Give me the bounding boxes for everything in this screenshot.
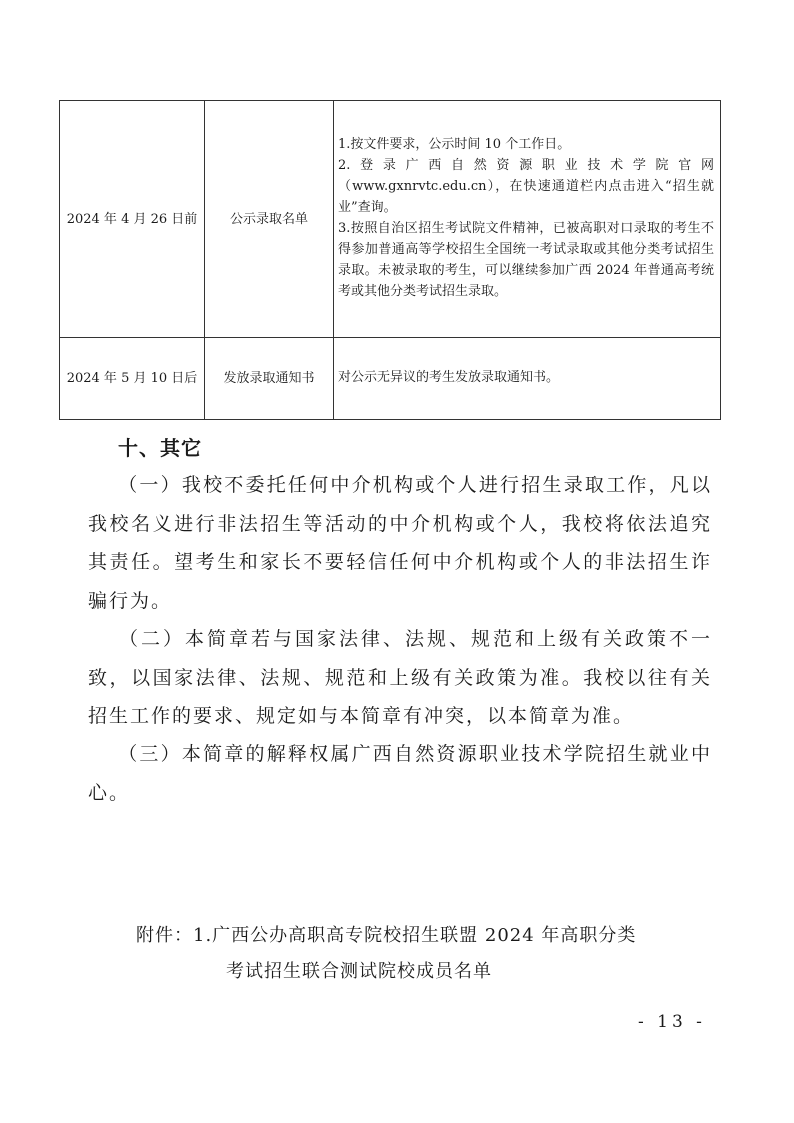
row-date: 2024 年 5 月 10 日后 <box>60 338 205 420</box>
row-item: 公示录取名单 <box>205 101 334 338</box>
paragraph-text: （三）本简章的解释权属广西自然资源职业技术学院招生就业中心。 <box>88 743 712 804</box>
table-row <box>60 338 721 420</box>
table-row <box>60 101 721 338</box>
description-line: 2.登录广西自然资源职业技术学院官网（www.gxnrvtc.edu.cn），在快速通道栏内点击进入“招生就业”查询。 <box>338 158 714 215</box>
paragraph-text: （一）我校不委托任何中介机构或个人进行招生录取工作，凡以我校名义进行非法招生等活动的中介机构或个人，我校将依法追究其责任。望考生和家长不要轻信任何中介机构或个人的非法招生诈骗行为。 <box>88 474 712 612</box>
admission-schedule-table <box>59 100 721 420</box>
paragraph <box>88 620 712 736</box>
attachment-line: 附件：1.广西公办高职高专院校招生联盟 2024 年高职分类 <box>136 925 637 946</box>
section-heading: 十、其它 <box>118 436 202 460</box>
row-item: 发放录取通知书 <box>205 338 334 420</box>
row-description <box>334 338 721 420</box>
attachment-line: 考试招生联合测试院校成员名单 <box>226 961 492 982</box>
paragraph <box>88 466 712 620</box>
page-number: - 13 - <box>638 1012 706 1032</box>
description-line: 1.按文件要求，公示时间 10 个工作日。 <box>338 137 571 152</box>
description-line: 3.按照自治区招生考试院文件精神，已被高职对口录取的考生不得参加普通高等学校招生全国统一考试录取或其他分类考试招生录取。未被录取的考生，可以继续参加广西 2024 年普通高考统考或其他分类考试招生录取。 <box>338 221 714 299</box>
row-date: 2024 年 4 月 26 日前 <box>60 101 205 338</box>
attachment-note <box>136 918 636 990</box>
paragraph <box>88 735 712 812</box>
description-line: 对公示无异议的考生发放录取通知书。 <box>338 370 560 385</box>
paragraph-text: （二）本简章若与国家法律、法规、规范和上级有关政策不一致，以国家法律、法规、规范和上级有关政策为准。我校以往有关招生工作的要求、规定如与本简章有冲突，以本简章为准。 <box>88 628 712 727</box>
row-description <box>334 101 721 338</box>
